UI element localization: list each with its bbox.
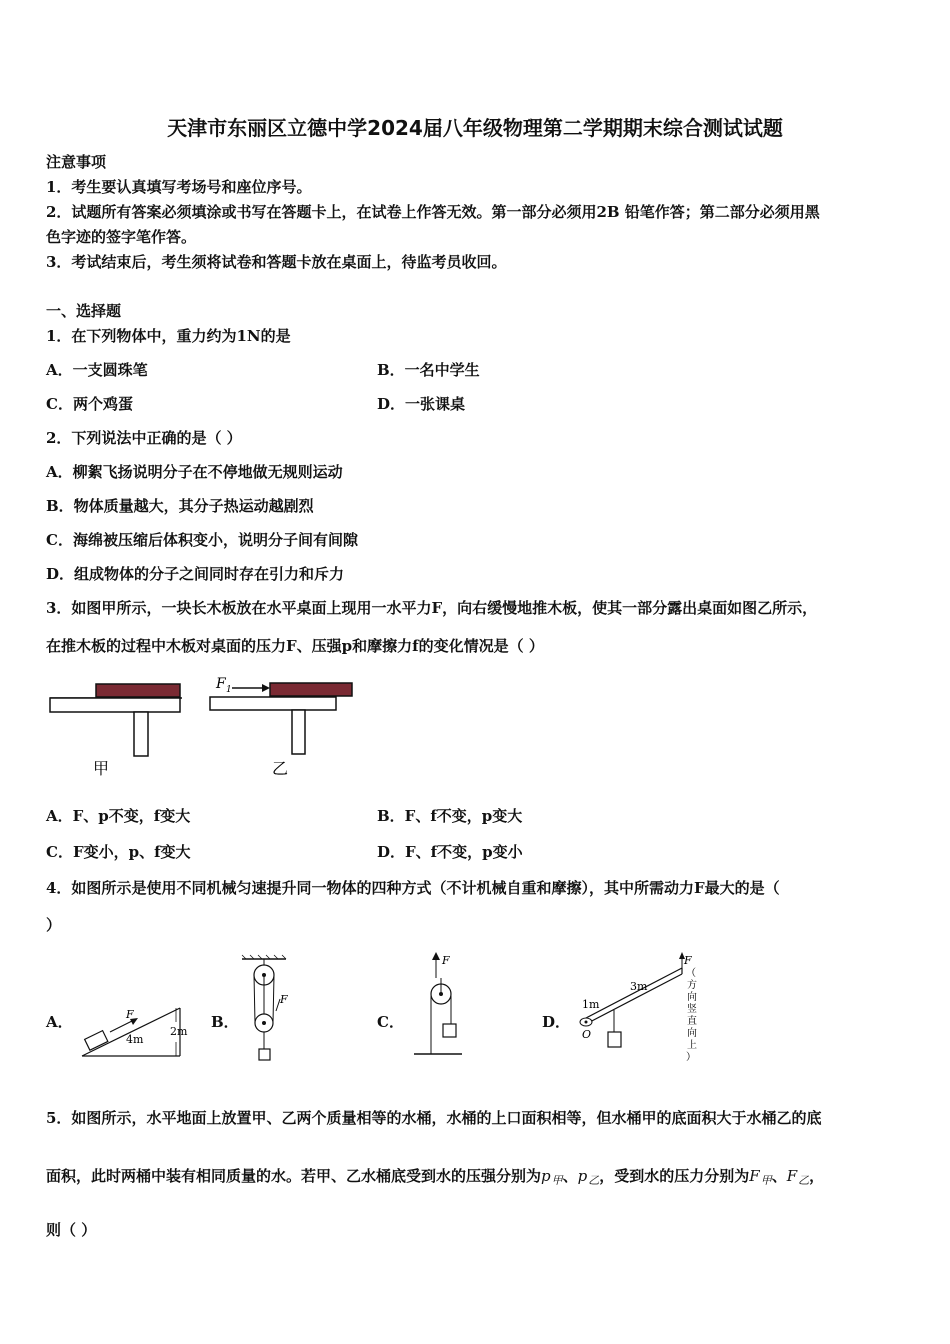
q3-figure-label-yi: 乙 (272, 759, 289, 778)
q4-figure-lever (574, 952, 704, 1066)
notice-item: 2．试题所有答案必须填涂或书写在答题卡上，在试卷上作答无效。第一部分必须用2B 铅笔作答；第二部分必须用黑 (46, 203, 820, 221)
q4d-note: 上 (687, 1040, 697, 1051)
q4d-note: 直 (687, 1016, 697, 1027)
q2-option-c[interactable]: C．海绵被压缩后体积变小，说明分子间有间隙 (46, 531, 358, 549)
q4a-height: 2m (170, 1025, 188, 1038)
q5-text: ，受到水的压力分别为 (599, 1167, 750, 1185)
sub-yi: 乙 (798, 1174, 810, 1187)
q4c-force: F (442, 954, 450, 967)
q2-option-b[interactable]: B．物体质量越大，其分子热运动越剧烈 (46, 497, 314, 515)
q4d-note: ） (686, 1052, 696, 1063)
q4-figure-pulley-block (238, 955, 300, 1067)
q1-option-d[interactable]: D．一张课桌 (377, 395, 466, 413)
question-4-stem-line2: ） (46, 916, 62, 934)
notice-item: 3．考试结束后，考生须将试卷和答题卡放在桌面上，待监考员收回。 (46, 253, 507, 271)
q4-option-b[interactable]: B． (211, 1013, 239, 1031)
q4-figure-incline (80, 998, 198, 1062)
q4b-force: F (280, 993, 288, 1006)
q4-option-a[interactable]: A． (46, 1013, 73, 1031)
sub-jia: 甲 (551, 1174, 563, 1187)
force-sub: 1 (226, 685, 232, 695)
section-heading: 一、选择题 (46, 302, 122, 320)
q2-option-d[interactable]: D．组成物体的分子之间同时存在引力和斥力 (46, 565, 345, 583)
q4d-pivot: O (582, 1028, 592, 1041)
force-f-yi: F (786, 1167, 798, 1185)
notice-heading: 注意事项 (46, 153, 107, 171)
q2-option-a[interactable]: A．柳絮飞扬说明分子在不停地做无规则运动 (46, 463, 343, 481)
q4a-length: 4m (126, 1033, 144, 1046)
page-title: 天津市东丽区立德中学2024届八年级物理第二学期期末综合测试试题 (167, 116, 783, 140)
q4d-short-arm: 1m (582, 998, 600, 1011)
q4d-note: 向 (687, 992, 697, 1003)
q3-option-c[interactable]: C．F变小，p、f变大 (46, 843, 191, 861)
question-3-stem-line2: 在推木板的过程中木板对桌面的压力F、压强p和摩擦力f的变化情况是（ ） (46, 637, 544, 655)
q4d-note: （ (686, 968, 696, 979)
q3-figure-label-jia: 甲 (93, 759, 110, 778)
q3-figure-yi (206, 672, 366, 782)
q4d-note: 竖 (687, 1004, 697, 1015)
q3-option-d[interactable]: D．F、f不变，p变小 (377, 843, 523, 861)
sub-yi: 乙 (588, 1174, 600, 1187)
pressure-p-yi: p (577, 1167, 588, 1185)
question-5-stem-line1: 5．如图所示，水平地面上放置甲、乙两个质量相等的水桶，水桶的上口面积相等，但水桶甲的底面积大于水桶乙的底 (46, 1109, 822, 1127)
q4d-long-arm: 3m (630, 980, 648, 993)
force-f-jia: F (749, 1167, 760, 1185)
pressure-p-jia: p (541, 1167, 551, 1185)
arrow-head (262, 684, 270, 692)
question-5-stem-line3: 则（ ） (46, 1221, 97, 1239)
q4d-note: 方 (687, 980, 697, 991)
q1-option-c[interactable]: C．两个鸡蛋 (46, 395, 133, 413)
q5-text: ， (809, 1167, 825, 1185)
q3-figure-jia (48, 680, 188, 782)
q3-option-a[interactable]: A．F、p不变，f变大 (46, 807, 191, 825)
question-5-stem-line2 (46, 1166, 824, 1191)
q4-option-d[interactable]: D． (542, 1013, 571, 1031)
q4d-force: F (684, 954, 692, 967)
q5-text: 面积，此时两桶中装有相同质量的水。若甲、乙水桶底受到水的压强分别为 (46, 1167, 542, 1185)
q4a-force: F (126, 1008, 134, 1021)
q1-option-b[interactable]: B．一名中学生 (377, 361, 480, 379)
separator: 、 (771, 1167, 787, 1185)
separator: 、 (562, 1167, 578, 1185)
notice-item: 色字迹的签字笔作答。 (46, 228, 197, 246)
sub-jia: 甲 (760, 1174, 772, 1187)
question-1-stem: 1．在下列物体中，重力约为1N的是 (46, 327, 291, 345)
q1-option-a[interactable]: A．一支圆珠笔 (46, 361, 148, 379)
question-4-stem-line1: 4．如图所示是使用不同机械匀速提升同一物体的四种方式（不计机械自重和摩擦），其中所需动力F最大的是（ (46, 879, 780, 897)
q3-option-b[interactable]: B．F、f不变，p变大 (377, 807, 523, 825)
q4d-note: 向 (687, 1028, 697, 1039)
force-label: F (216, 676, 226, 692)
q4-option-c[interactable]: C． (377, 1013, 404, 1031)
question-3-stem-line1: 3．如图甲所示，一块长木板放在水平桌面上现用一水平力F，向右缓慢地推木板，使其一部分露出桌面如图乙所示， (46, 599, 818, 617)
notice-item: 1．考生要认真填写考场号和座位序号。 (46, 178, 312, 196)
question-2-stem: 2．下列说法中正确的是（ ） (46, 429, 242, 447)
q4-figure-fixed-pulley (412, 952, 472, 1060)
